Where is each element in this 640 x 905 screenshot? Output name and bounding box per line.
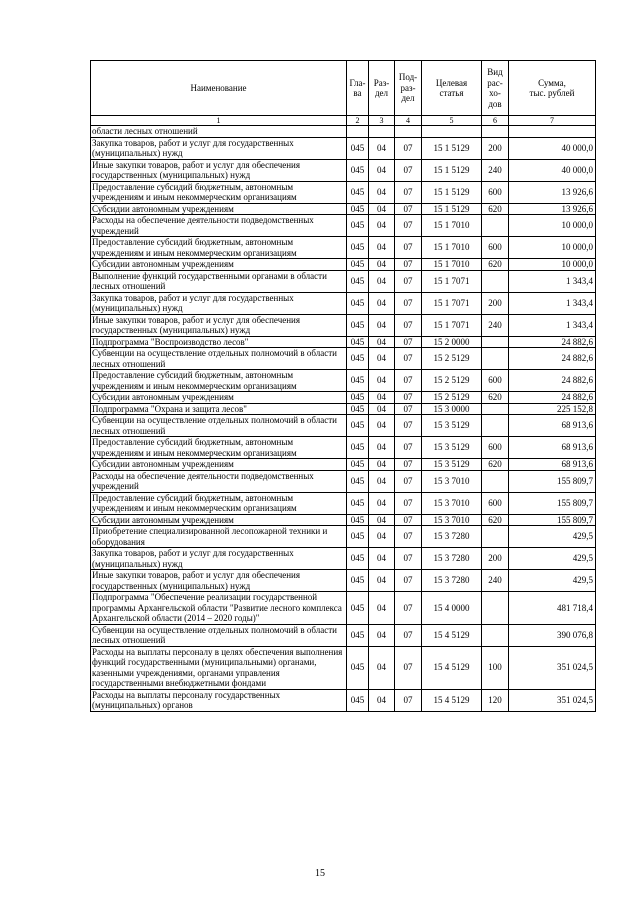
row-target-article: 15 1 5129 bbox=[422, 203, 482, 215]
row-expense-type: 240 bbox=[482, 570, 509, 592]
row-subsection bbox=[395, 126, 422, 138]
row-target-article: 15 4 5129 bbox=[422, 624, 482, 646]
row-amount: 40 000,0 bbox=[509, 137, 596, 159]
table-row bbox=[91, 314, 596, 336]
row-target-article: 15 2 5129 bbox=[422, 370, 482, 392]
row-expense-type: 620 bbox=[482, 514, 509, 526]
table-row bbox=[91, 470, 596, 492]
row-section: 04 bbox=[369, 459, 395, 471]
row-subsection: 07 bbox=[395, 592, 422, 625]
row-chapter: 045 bbox=[347, 592, 369, 625]
header-section: Раз- дел bbox=[369, 61, 395, 116]
row-subsection: 07 bbox=[395, 270, 422, 292]
budget-table bbox=[90, 60, 596, 712]
row-subsection: 07 bbox=[395, 292, 422, 314]
table-body bbox=[91, 126, 596, 712]
row-expense-type bbox=[482, 215, 509, 237]
row-amount: 155 809,7 bbox=[509, 470, 596, 492]
table-row bbox=[91, 526, 596, 548]
row-name: Субсидии автономным учреждениям bbox=[91, 203, 347, 215]
row-name: Субсидии автономным учреждениям bbox=[91, 514, 347, 526]
row-chapter: 045 bbox=[347, 314, 369, 336]
row-chapter: 045 bbox=[347, 646, 369, 689]
row-subsection: 07 bbox=[395, 526, 422, 548]
table-row bbox=[91, 646, 596, 689]
row-chapter: 045 bbox=[347, 492, 369, 514]
table-row bbox=[91, 370, 596, 392]
row-amount: 351 024,5 bbox=[509, 646, 596, 689]
row-target-article: 15 1 5129 bbox=[422, 181, 482, 203]
row-name: Предоставление субсидий бюджетным, автономным учреждениям и иным некоммерческим организациям bbox=[91, 237, 347, 259]
row-section: 04 bbox=[369, 237, 395, 259]
column-number: 7 bbox=[509, 116, 596, 126]
row-section: 04 bbox=[369, 336, 395, 348]
header-chapter: Гла- ва bbox=[347, 61, 369, 116]
row-chapter: 045 bbox=[347, 437, 369, 459]
row-subsection: 07 bbox=[395, 370, 422, 392]
row-chapter: 045 bbox=[347, 237, 369, 259]
row-expense-type bbox=[482, 526, 509, 548]
header-target-article: Целевая статья bbox=[422, 61, 482, 116]
row-amount: 429,5 bbox=[509, 570, 596, 592]
row-expense-type: 600 bbox=[482, 437, 509, 459]
row-target-article: 15 4 5129 bbox=[422, 646, 482, 689]
row-name: Субвенции на осуществление отдельных полномочий в области лесных отношений bbox=[91, 624, 347, 646]
row-chapter: 045 bbox=[347, 689, 369, 711]
row-expense-type: 200 bbox=[482, 292, 509, 314]
header-amount: Сумма, тыс. рублей bbox=[509, 61, 596, 116]
row-subsection: 07 bbox=[395, 492, 422, 514]
row-section: 04 bbox=[369, 292, 395, 314]
row-subsection: 07 bbox=[395, 646, 422, 689]
row-amount: 225 152,8 bbox=[509, 403, 596, 415]
row-subsection: 07 bbox=[395, 314, 422, 336]
row-target-article bbox=[422, 126, 482, 138]
row-expense-type: 620 bbox=[482, 203, 509, 215]
row-target-article: 15 1 7071 bbox=[422, 270, 482, 292]
row-amount: 68 913,6 bbox=[509, 437, 596, 459]
row-section: 04 bbox=[369, 526, 395, 548]
table-row bbox=[91, 514, 596, 526]
row-target-article: 15 1 7010 bbox=[422, 259, 482, 271]
row-section: 04 bbox=[369, 215, 395, 237]
row-expense-type bbox=[482, 592, 509, 625]
row-amount: 10 000,0 bbox=[509, 259, 596, 271]
row-subsection: 07 bbox=[395, 437, 422, 459]
table-row bbox=[91, 548, 596, 570]
row-section: 04 bbox=[369, 415, 395, 437]
row-subsection: 07 bbox=[395, 415, 422, 437]
row-chapter: 045 bbox=[347, 548, 369, 570]
row-name: Предоставление субсидий бюджетным, автономным учреждениям и иным некоммерческим организациям bbox=[91, 437, 347, 459]
row-chapter: 045 bbox=[347, 526, 369, 548]
row-amount: 429,5 bbox=[509, 526, 596, 548]
row-target-article: 15 3 7280 bbox=[422, 548, 482, 570]
table-row bbox=[91, 459, 596, 471]
row-target-article: 15 3 7280 bbox=[422, 526, 482, 548]
row-chapter: 045 bbox=[347, 470, 369, 492]
row-name: Предоставление субсидий бюджетным, автономным учреждениям и иным некоммерческим организациям bbox=[91, 370, 347, 392]
row-chapter: 045 bbox=[347, 203, 369, 215]
row-amount: 1 343,4 bbox=[509, 314, 596, 336]
budget-table-sheet bbox=[90, 60, 595, 712]
row-amount: 24 882,6 bbox=[509, 370, 596, 392]
row-section: 04 bbox=[369, 348, 395, 370]
row-amount: 24 882,6 bbox=[509, 392, 596, 404]
row-amount: 155 809,7 bbox=[509, 492, 596, 514]
row-expense-type: 620 bbox=[482, 259, 509, 271]
row-expense-type: 240 bbox=[482, 159, 509, 181]
row-target-article: 15 3 0000 bbox=[422, 403, 482, 415]
column-number: 6 bbox=[482, 116, 509, 126]
row-section: 04 bbox=[369, 437, 395, 459]
row-name: Иные закупки товаров, работ и услуг для обеспечения государственных (муниципальных) нужд bbox=[91, 314, 347, 336]
row-expense-type bbox=[482, 348, 509, 370]
row-name: Расходы на обеспечение деятельности подведомственных учреждений bbox=[91, 215, 347, 237]
row-expense-type bbox=[482, 336, 509, 348]
column-number: 5 bbox=[422, 116, 482, 126]
row-amount: 24 882,6 bbox=[509, 336, 596, 348]
table-row bbox=[91, 348, 596, 370]
row-chapter: 045 bbox=[347, 270, 369, 292]
row-amount: 24 882,6 bbox=[509, 348, 596, 370]
header-name: Наименование bbox=[91, 61, 347, 116]
row-section bbox=[369, 126, 395, 138]
row-chapter: 045 bbox=[347, 415, 369, 437]
row-subsection: 07 bbox=[395, 624, 422, 646]
row-section: 04 bbox=[369, 514, 395, 526]
row-subsection: 07 bbox=[395, 159, 422, 181]
row-name: Приобретение специализированной лесопожарной техники и оборудования bbox=[91, 526, 347, 548]
row-name: Субвенции на осуществление отдельных полномочий в области лесных отношений bbox=[91, 415, 347, 437]
row-name: Подпрограмма "Охрана и защита лесов" bbox=[91, 403, 347, 415]
row-target-article: 15 1 7010 bbox=[422, 215, 482, 237]
row-expense-type bbox=[482, 624, 509, 646]
table-row bbox=[91, 159, 596, 181]
row-section: 04 bbox=[369, 137, 395, 159]
table-row bbox=[91, 237, 596, 259]
row-target-article: 15 1 7071 bbox=[422, 292, 482, 314]
row-name: Субсидии автономным учреждениям bbox=[91, 392, 347, 404]
row-target-article: 15 3 7010 bbox=[422, 470, 482, 492]
table-row bbox=[91, 126, 596, 138]
table-row bbox=[91, 437, 596, 459]
row-subsection: 07 bbox=[395, 203, 422, 215]
row-name: Расходы на выплаты персоналу государственных (муниципальных) органов bbox=[91, 689, 347, 711]
row-chapter: 045 bbox=[347, 215, 369, 237]
row-chapter: 045 bbox=[347, 348, 369, 370]
row-section: 04 bbox=[369, 470, 395, 492]
row-section: 04 bbox=[369, 592, 395, 625]
row-target-article: 15 2 5129 bbox=[422, 392, 482, 404]
row-target-article: 15 1 5129 bbox=[422, 137, 482, 159]
row-expense-type: 620 bbox=[482, 459, 509, 471]
row-section: 04 bbox=[369, 181, 395, 203]
row-chapter: 045 bbox=[347, 336, 369, 348]
row-chapter: 045 bbox=[347, 159, 369, 181]
row-expense-type bbox=[482, 470, 509, 492]
row-name: Субвенции на осуществление отдельных полномочий в области лесных отношений bbox=[91, 348, 347, 370]
row-name: Иные закупки товаров, работ и услуг для обеспечения государственных (муниципальных) нужд bbox=[91, 159, 347, 181]
row-expense-type: 620 bbox=[482, 392, 509, 404]
table-row bbox=[91, 203, 596, 215]
row-expense-type: 120 bbox=[482, 689, 509, 711]
row-subsection: 07 bbox=[395, 181, 422, 203]
row-chapter: 045 bbox=[347, 137, 369, 159]
row-chapter: 045 bbox=[347, 259, 369, 271]
row-amount bbox=[509, 126, 596, 138]
row-amount: 40 000,0 bbox=[509, 159, 596, 181]
row-name: Субсидии автономным учреждениям bbox=[91, 259, 347, 271]
row-section: 04 bbox=[369, 270, 395, 292]
table-row bbox=[91, 259, 596, 271]
row-name: Подпрограмма "Воспроизводство лесов" bbox=[91, 336, 347, 348]
row-name: Подпрограмма "Обеспечение реализации государственной программы Архангельской области "Развитие лесного комплекса Архангельской области (2014 – 2020 годы)" bbox=[91, 592, 347, 625]
column-number: 1 bbox=[91, 116, 347, 126]
column-number: 2 bbox=[347, 116, 369, 126]
row-section: 04 bbox=[369, 159, 395, 181]
row-subsection: 07 bbox=[395, 336, 422, 348]
row-name: Закупка товаров, работ и услуг для государственных (муниципальных) нужд bbox=[91, 548, 347, 570]
row-subsection: 07 bbox=[395, 392, 422, 404]
row-name: Предоставление субсидий бюджетным, автономным учреждениям и иным некоммерческим организациям bbox=[91, 492, 347, 514]
row-name: Закупка товаров, работ и услуг для государственных (муниципальных) нужд bbox=[91, 292, 347, 314]
row-expense-type bbox=[482, 403, 509, 415]
column-number: 4 bbox=[395, 116, 422, 126]
row-section: 04 bbox=[369, 392, 395, 404]
column-number-row bbox=[91, 116, 596, 126]
row-chapter: 045 bbox=[347, 292, 369, 314]
row-target-article: 15 3 5129 bbox=[422, 415, 482, 437]
row-section: 04 bbox=[369, 370, 395, 392]
page-number: 15 bbox=[315, 868, 325, 879]
table-row bbox=[91, 492, 596, 514]
row-section: 04 bbox=[369, 646, 395, 689]
row-section: 04 bbox=[369, 492, 395, 514]
table-row bbox=[91, 624, 596, 646]
table-row bbox=[91, 215, 596, 237]
row-amount: 68 913,6 bbox=[509, 415, 596, 437]
row-expense-type: 240 bbox=[482, 314, 509, 336]
row-name: Выполнение функций государственными органами в области лесных отношений bbox=[91, 270, 347, 292]
row-chapter: 045 bbox=[347, 181, 369, 203]
row-amount: 351 024,5 bbox=[509, 689, 596, 711]
header-row bbox=[91, 61, 596, 116]
row-expense-type: 600 bbox=[482, 181, 509, 203]
row-subsection: 07 bbox=[395, 215, 422, 237]
row-target-article: 15 3 5129 bbox=[422, 437, 482, 459]
table-row bbox=[91, 137, 596, 159]
row-amount: 1 343,4 bbox=[509, 270, 596, 292]
row-amount: 155 809,7 bbox=[509, 514, 596, 526]
row-subsection: 07 bbox=[395, 259, 422, 271]
row-target-article: 15 3 7280 bbox=[422, 570, 482, 592]
table-row bbox=[91, 689, 596, 711]
row-target-article: 15 4 5129 bbox=[422, 689, 482, 711]
table-row bbox=[91, 570, 596, 592]
row-expense-type: 100 bbox=[482, 646, 509, 689]
row-amount: 429,5 bbox=[509, 548, 596, 570]
row-name: Предоставление субсидий бюджетным, автономным учреждениям и иным некоммерческим организациям bbox=[91, 181, 347, 203]
row-target-article: 15 3 7010 bbox=[422, 492, 482, 514]
row-expense-type: 200 bbox=[482, 137, 509, 159]
row-subsection: 07 bbox=[395, 689, 422, 711]
table-row bbox=[91, 403, 596, 415]
row-section: 04 bbox=[369, 689, 395, 711]
row-target-article: 15 2 0000 bbox=[422, 336, 482, 348]
row-name: Расходы на обеспечение деятельности подведомственных учреждений bbox=[91, 470, 347, 492]
row-section: 04 bbox=[369, 314, 395, 336]
row-target-article: 15 2 5129 bbox=[422, 348, 482, 370]
row-subsection: 07 bbox=[395, 348, 422, 370]
row-chapter: 045 bbox=[347, 514, 369, 526]
row-target-article: 15 1 7071 bbox=[422, 314, 482, 336]
row-section: 04 bbox=[369, 203, 395, 215]
row-amount: 13 926,6 bbox=[509, 203, 596, 215]
row-subsection: 07 bbox=[395, 459, 422, 471]
row-expense-type: 600 bbox=[482, 370, 509, 392]
row-name: Иные закупки товаров, работ и услуг для обеспечения государственных (муниципальных) нужд bbox=[91, 570, 347, 592]
row-amount: 13 926,6 bbox=[509, 181, 596, 203]
table-row bbox=[91, 392, 596, 404]
row-chapter: 045 bbox=[347, 392, 369, 404]
row-chapter: 045 bbox=[347, 403, 369, 415]
row-section: 04 bbox=[369, 570, 395, 592]
row-chapter: 045 bbox=[347, 570, 369, 592]
row-chapter: 045 bbox=[347, 459, 369, 471]
table-row bbox=[91, 336, 596, 348]
row-name: Расходы на выплаты персоналу в целях обеспечения выполнения функций государственными (муниципальными) органами, казенными учреждениями, органами управления государственными внебюджетными фондами bbox=[91, 646, 347, 689]
row-target-article: 15 3 5129 bbox=[422, 459, 482, 471]
row-chapter bbox=[347, 126, 369, 138]
row-section: 04 bbox=[369, 548, 395, 570]
row-expense-type: 600 bbox=[482, 492, 509, 514]
row-expense-type bbox=[482, 126, 509, 138]
row-chapter: 045 bbox=[347, 624, 369, 646]
row-expense-type bbox=[482, 415, 509, 437]
row-subsection: 07 bbox=[395, 237, 422, 259]
row-section: 04 bbox=[369, 259, 395, 271]
table-row bbox=[91, 415, 596, 437]
table-row bbox=[91, 270, 596, 292]
row-target-article: 15 3 7010 bbox=[422, 514, 482, 526]
row-amount: 390 076,8 bbox=[509, 624, 596, 646]
header-subsection: Под- раз- дел bbox=[395, 61, 422, 116]
row-amount: 10 000,0 bbox=[509, 237, 596, 259]
table-row bbox=[91, 592, 596, 625]
row-amount: 1 343,4 bbox=[509, 292, 596, 314]
row-section: 04 bbox=[369, 403, 395, 415]
row-chapter: 045 bbox=[347, 370, 369, 392]
row-amount: 10 000,0 bbox=[509, 215, 596, 237]
row-expense-type: 600 bbox=[482, 237, 509, 259]
row-amount: 68 913,6 bbox=[509, 459, 596, 471]
row-name: Субсидии автономным учреждениям bbox=[91, 459, 347, 471]
row-name: Закупка товаров, работ и услуг для государственных (муниципальных) нужд bbox=[91, 137, 347, 159]
header-expense-type: Вид рас- хо- дов bbox=[482, 61, 509, 116]
column-number: 3 bbox=[369, 116, 395, 126]
row-target-article: 15 1 5129 bbox=[422, 159, 482, 181]
row-amount: 481 718,4 bbox=[509, 592, 596, 625]
row-target-article: 15 1 7010 bbox=[422, 237, 482, 259]
row-section: 04 bbox=[369, 624, 395, 646]
row-subsection: 07 bbox=[395, 514, 422, 526]
row-expense-type bbox=[482, 270, 509, 292]
row-subsection: 07 bbox=[395, 137, 422, 159]
row-target-article: 15 4 0000 bbox=[422, 592, 482, 625]
table-row bbox=[91, 181, 596, 203]
row-subsection: 07 bbox=[395, 403, 422, 415]
row-subsection: 07 bbox=[395, 570, 422, 592]
row-name: области лесных отношений bbox=[91, 126, 347, 138]
row-subsection: 07 bbox=[395, 470, 422, 492]
row-expense-type: 200 bbox=[482, 548, 509, 570]
row-subsection: 07 bbox=[395, 548, 422, 570]
table-row bbox=[91, 292, 596, 314]
